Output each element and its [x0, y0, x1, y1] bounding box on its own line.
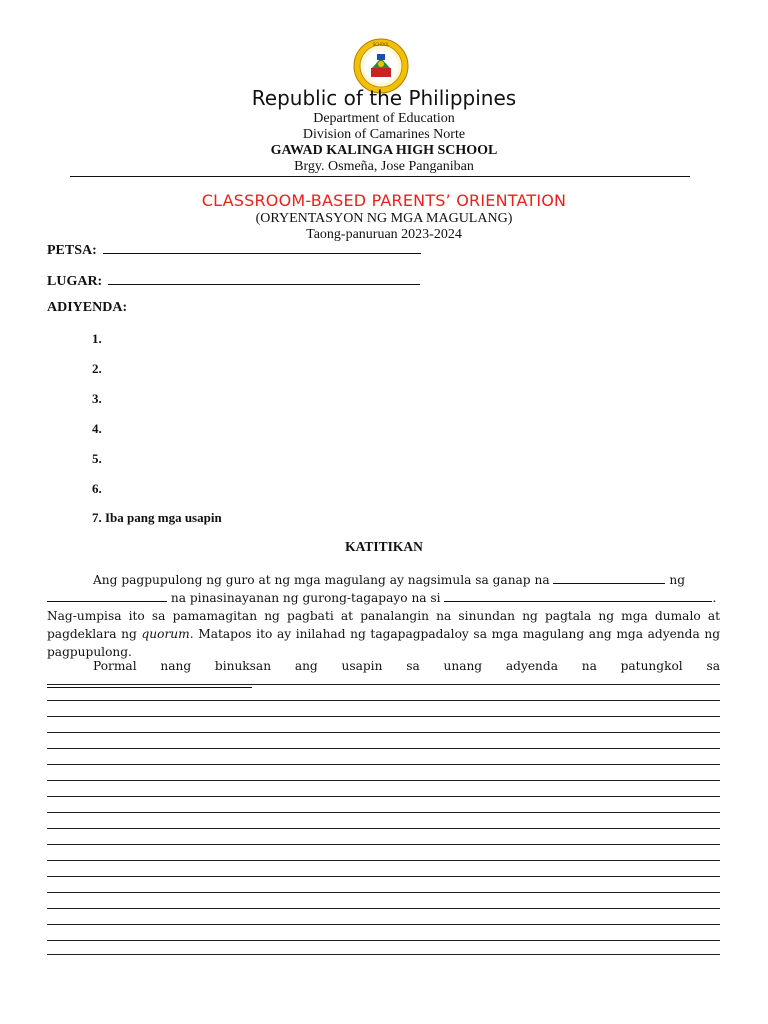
writing-line[interactable]	[47, 748, 720, 749]
republic-heading: Republic of the Philippines	[251, 86, 517, 110]
lugar-blank[interactable]	[108, 272, 420, 285]
lugar-label: LUGAR:	[47, 274, 103, 289]
time-blank[interactable]	[553, 573, 665, 584]
writing-line[interactable]	[47, 876, 720, 877]
minutes-text: Ang pagpupulong ng guro at ng mga magulang ay nagsimula sa ganap na	[93, 573, 550, 587]
minutes-paragraph-2	[47, 657, 720, 693]
agenda-item: 3.	[92, 391, 102, 406]
agenda-item: 2.	[92, 361, 102, 376]
agenda-item: 4.	[92, 421, 102, 436]
petsa-label: PETSA:	[47, 243, 97, 258]
writing-line[interactable]	[47, 780, 720, 781]
writing-line[interactable]	[47, 700, 720, 701]
writing-line[interactable]	[47, 860, 720, 861]
lugar-field	[47, 272, 420, 291]
division-line: Division of Camarines Norte	[302, 127, 466, 142]
minutes-text: Pormal nang binuksan ang usapin sa unang adyenda na patungkol sa	[93, 659, 720, 673]
writing-line[interactable]	[47, 908, 720, 909]
school-address: Brgy. Osmeña, Jose Panganiban	[294, 159, 474, 174]
agenda-item: 6.	[92, 481, 102, 496]
writing-line[interactable]	[47, 684, 720, 685]
writing-line[interactable]	[47, 796, 720, 797]
document-title: CLASSROOM-BASED PARENTS’ ORIENTATION	[201, 191, 567, 210]
writing-line[interactable]	[47, 764, 720, 765]
writing-line[interactable]	[47, 924, 720, 925]
writing-line[interactable]	[47, 892, 720, 893]
petsa-field	[47, 241, 421, 260]
petsa-blank[interactable]	[103, 241, 421, 254]
writing-line[interactable]	[47, 940, 720, 941]
date-blank[interactable]	[47, 591, 167, 602]
title-translation: (ORYENTASYON NG MGA MAGULANG)	[255, 211, 513, 226]
agenda-item: 1.	[92, 331, 102, 346]
minutes-text: ng	[669, 573, 686, 587]
minutes-paragraph-1	[47, 571, 720, 661]
writing-line[interactable]	[47, 716, 720, 717]
department-line: Department of Education	[313, 111, 455, 126]
writing-line[interactable]	[47, 954, 720, 955]
minutes-text: Matapos ito ay inilahad ng tagapagpadaloy sa mga magulang ang mga adyenda ng pagpupulong.	[47, 627, 721, 659]
minutes-heading: KATITIKAN	[345, 539, 423, 554]
svg-text:SCHOOL: SCHOOL	[372, 42, 390, 47]
school-name: GAWAD KALINGA HIGH SCHOOL	[270, 143, 498, 158]
writing-line[interactable]	[47, 844, 720, 845]
agenda-item: 5.	[92, 451, 102, 466]
writing-line[interactable]	[47, 828, 720, 829]
writing-line[interactable]	[47, 732, 720, 733]
minutes-text: .	[712, 591, 717, 605]
first-agenda-blank[interactable]	[47, 677, 252, 688]
agenda-heading: ADIYENDA:	[47, 300, 128, 315]
writing-line[interactable]	[47, 812, 720, 813]
school-year: Taong-panuruan 2023-2024	[306, 227, 462, 242]
minutes-text: Nag-umpisa ito sa pamamagitan ng pagbati at panalangin na sinundan ng pagtala ng mga dumalo at pagdeklara ng	[47, 609, 720, 641]
agenda-item-other: 7. Iba pang mga usapin	[92, 510, 222, 525]
header-divider	[70, 176, 690, 177]
minutes-text: na pinasinayanan ng gurong-tagapayo na si	[170, 591, 441, 605]
adviser-blank[interactable]	[444, 591, 712, 602]
quorum-term: quorum.	[141, 627, 194, 641]
